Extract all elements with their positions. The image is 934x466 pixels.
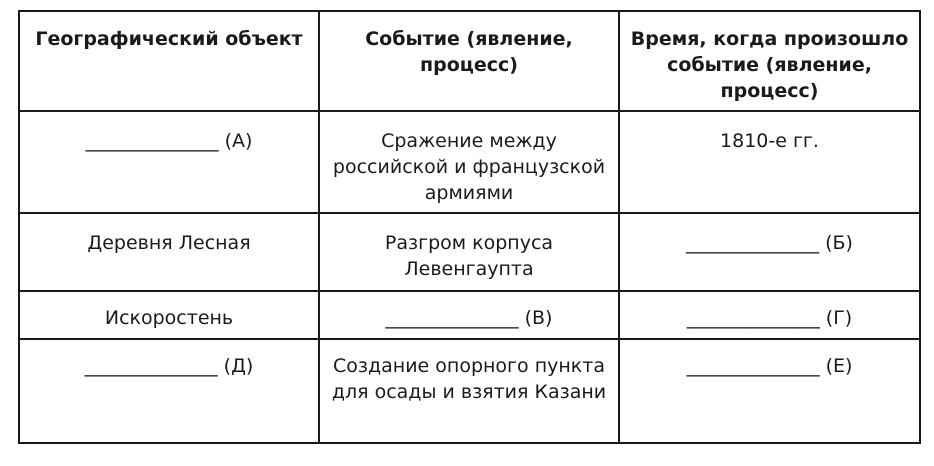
cell-geo-d: [19, 339, 319, 443]
cell-time-e: [619, 339, 920, 443]
table-row: [19, 339, 920, 443]
cell-time-b: [619, 213, 920, 291]
cell-geo: Искоростень: [19, 291, 319, 339]
header-geo-object: Географический объект: [19, 11, 319, 111]
history-table: [18, 10, 921, 444]
table-row: [19, 291, 920, 339]
cell-time: 1810-е гг.: [619, 111, 920, 213]
cell-event: Сражение между российской и французской армиями: [319, 111, 619, 213]
blank-a: ______________ (А): [85, 130, 253, 152]
header-row: [19, 11, 920, 111]
header-time: Время, когда произошло событие (явление, процесс): [619, 11, 920, 111]
table-row: [19, 111, 920, 213]
cell-geo-a: [19, 111, 319, 213]
cell-event: Разгром корпуса Левенгаупта: [319, 213, 619, 291]
cell-time-g: [619, 291, 920, 339]
blank-d: ______________ (Д): [84, 355, 254, 377]
blank-g: ______________ (Г): [686, 307, 853, 329]
cell-event: Создание опорного пункта для осады и взятия Казани: [319, 339, 619, 443]
header-event: Событие (явление, процесс): [319, 11, 619, 111]
blank-e: ______________ (Е): [686, 355, 853, 377]
blank-b: ______________ (Б): [686, 232, 853, 254]
blank-v: ______________ (В): [385, 307, 553, 329]
table-row: [19, 213, 920, 291]
cell-event-v: [319, 291, 619, 339]
cell-geo: Деревня Лесная: [19, 213, 319, 291]
